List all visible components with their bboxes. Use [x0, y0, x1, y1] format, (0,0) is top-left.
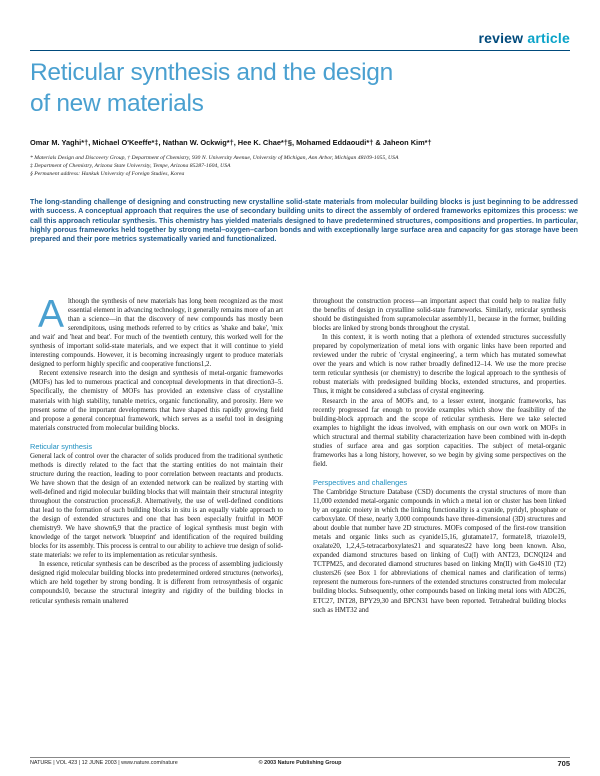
title-line-2: of new materials	[30, 90, 204, 117]
page-number: 705	[557, 759, 570, 768]
drop-cap: A	[38, 293, 65, 336]
abstract: The long-standing challenge of designing and constructing new crystalline solid-state materials from molecular building blocks is just beginning to be addressed with success. A conceptual approach that requires the use of secondary building units to direct the assembly of ordered frameworks epitomizes this process: we call this approach reticular synthesis. This chemistry has yielded materials designed to have predetermined structures, compositions and properties. In particular, highly porous frameworks held together by strong metal–oxygen–carbon bonds and with exceptionally large surface area and capacity for gas storage have been prepared and their pore metrics systematically varied and functionalized.	[30, 198, 578, 244]
body-paragraph: General lack of control over the character of solids produced from the traditional synthetic methods is directly related to the fact that the starting entities do not maintain their structure during the reaction, leading to poor correlation between reactants and products. We have shown that the design of an extended network can be realized by starting with well-defined and rigid molecular building blocks that will maintain their structural integrity throughout the construction process6,8. Alternatively, the use of well-defined conditions that lead to the formation of such building blocks in situ is an equally viable approach to the design of extended structures and one that has been especially fruitful in MOF chemistry9. We have shown6,9 that the practice of logical synthesis must begin with knowledge of the target network 'blueprint' and identification of the required building blocks for its assembly. This process is central to our ability to achieve true design of solid-state materials: we refer to its implementation as reticular synthesis.	[30, 452, 283, 560]
body-paragraph: The Cambridge Structure Database (CSD) documents the crystal structures of more than 11,000 extended metal-organic compounds in which a metal ion or cluster has been linked by an organic moiety in which the linking functionality is a cyanide, pyridyl, phosphate or carboxylate. Of these, nearly 3,000 compounds have three-dimensional (3D) structures and about double that number have 2D structures. MOFs composed of the first-row transition metals and organic links such as cyanide15,16, glutamate17, formate18, triazole19, oxalate20, 1,2,4,5-tetracarboxylates21 and squarates22 have long been known. Also, expanded diamond structures based on linking of Cu(I) with ANT23, DCNQI24 and TCTPM25, and decorated diamond structures based on linking Mn(II) with Ge4S10 (T2) clusters26 (see Box 1 for abbreviations of chemical names and clarification of terms) represent the numerous fore-runners of the extended structures constructed from molecular building blocks. Subsequently, other compounds based on linking metal ions with ADC26, ETC27, INT28, BPY29,30 and BPCN31 have been reported. Tetrahedral building blocks such as HMT32 and	[313, 488, 566, 614]
affiliation-1: * Materials Design and Discovery Group, † Department of Chemistry, 930 N. University Avenue, University of Michigan, Ann Arbor, Michigan 48109-1055, USA	[30, 155, 399, 161]
author-list: Omar M. Yaghi*†, Michael O'Keeffe*‡, Nathan W. Ockwig*†, Hee K. Chae*†§, Mohamed Eddaoudi*† & Jaheon Kim*†	[30, 138, 432, 147]
section-heading-reticular-synthesis: Reticular synthesis	[30, 441, 93, 451]
body-paragraph: In essence, reticular synthesis can be described as the process of assembling judiciously designed rigid molecular building blocks into predetermined ordered structures (networks), which are held together by strong bonding. It is different from retrosynthesis of organic compounds10, because the structural integrity and rigidity of the building blocks in reticular synthesis remain unaltered	[30, 561, 283, 605]
section-heading-perspectives: Perspectives and challenges	[313, 477, 408, 487]
header-rule	[30, 50, 570, 51]
body-paragraph: throughout the construction process—an important aspect that could help to realize fully the benefits of design in crystalline solid-state frameworks. Similarly, reticular synthesis should be distinguished from supramolecular assembly11, because in the former, building blocks are linked by strong bonds throughout the crystal.	[313, 298, 566, 333]
body-column-right	[313, 297, 566, 615]
affiliation-2: ‡ Department of Chemistry, Arizona State University, Tempe, Arizona 85287-1604, USA	[30, 163, 231, 170]
article-title	[30, 57, 450, 119]
body-paragraph: lthough the synthesis of new materials has long been recognized as the most essential element in advancing technology, it generally remains more of an art than a science—in that the discovery of new compounds has mostly been serendipitous, using methods referred to by critics as 'shake and bake', 'mix and wait' and 'heat and beat'. For much of the twentieth century, this worked well for the synthesis of important solid-state materials, and we expect that it will continue to yield interesting compounds. However, it is becoming increasingly urgent to produce materials designed to perform highly specific and cooperative functions1,2.	[30, 298, 284, 369]
section-label-word2: article	[527, 30, 570, 46]
section-label	[478, 30, 570, 48]
body-column-left	[30, 293, 284, 606]
affiliations	[30, 154, 575, 178]
affiliation-3: § Permanent address: Hankuk University of Foreign Studies, Korea	[30, 171, 185, 178]
footer-citation: NATURE | VOL 423 | 12 JUNE 2003 | www.nature.com/nature	[30, 760, 178, 766]
body-paragraph: In this context, it is worth noting that a plethora of extended structures successfully prepared by copolymerization of metal ions with organic links have been reported and reviewed under the rubric of 'crystal engineering', a term which has mutated somewhat over the years and which is now rather broadly defined12–14. We use the more precise term reticular synthesis (or chemistry) to describe the logical approach to the synthesis of robust materials with predesigned building blocks, extended structures, and properties. Thus, it might be considered a subclass of crystal engineering.	[313, 334, 566, 396]
footer-copyright: © 2003 Nature Publishing Group	[258, 760, 342, 766]
body-paragraph: Research in the area of MOFs and, to a lesser extent, inorganic frameworks, has recently progressed far enough to provide examples which show the feasibility of the building-block approach and the scope of reticular synthesis. Here we take selected examples to highlight the ideas involved, with emphasis on our own work on MOFs in which structural and thermal stability characterization have been combined with in-depth studies of surface area and gas sorption capacities. The subject of metal-organic frameworks has a long history, however, so we begin by giving some perspectives on the field.	[313, 397, 566, 468]
section-label-word1: review	[478, 30, 524, 46]
body-paragraph: Recent extensive research into the design and synthesis of metal-organic frameworks (MOFs) has led to numerous practical and conceptual developments in that direction3–5. Specifically, the chemistry of MOFs has provided an extensive class of crystalline materials with high stability, tunable metrics, organic functionality, and porosity. Here we present some of the important developments that have shaped this rapidly growing field and propose a general conceptual framework, which serves as a useful tool in designing materials constructed from molecular building blocks.	[30, 370, 283, 432]
title-line-1: Reticular synthesis and the design	[30, 59, 393, 86]
footer-rule	[30, 757, 570, 758]
